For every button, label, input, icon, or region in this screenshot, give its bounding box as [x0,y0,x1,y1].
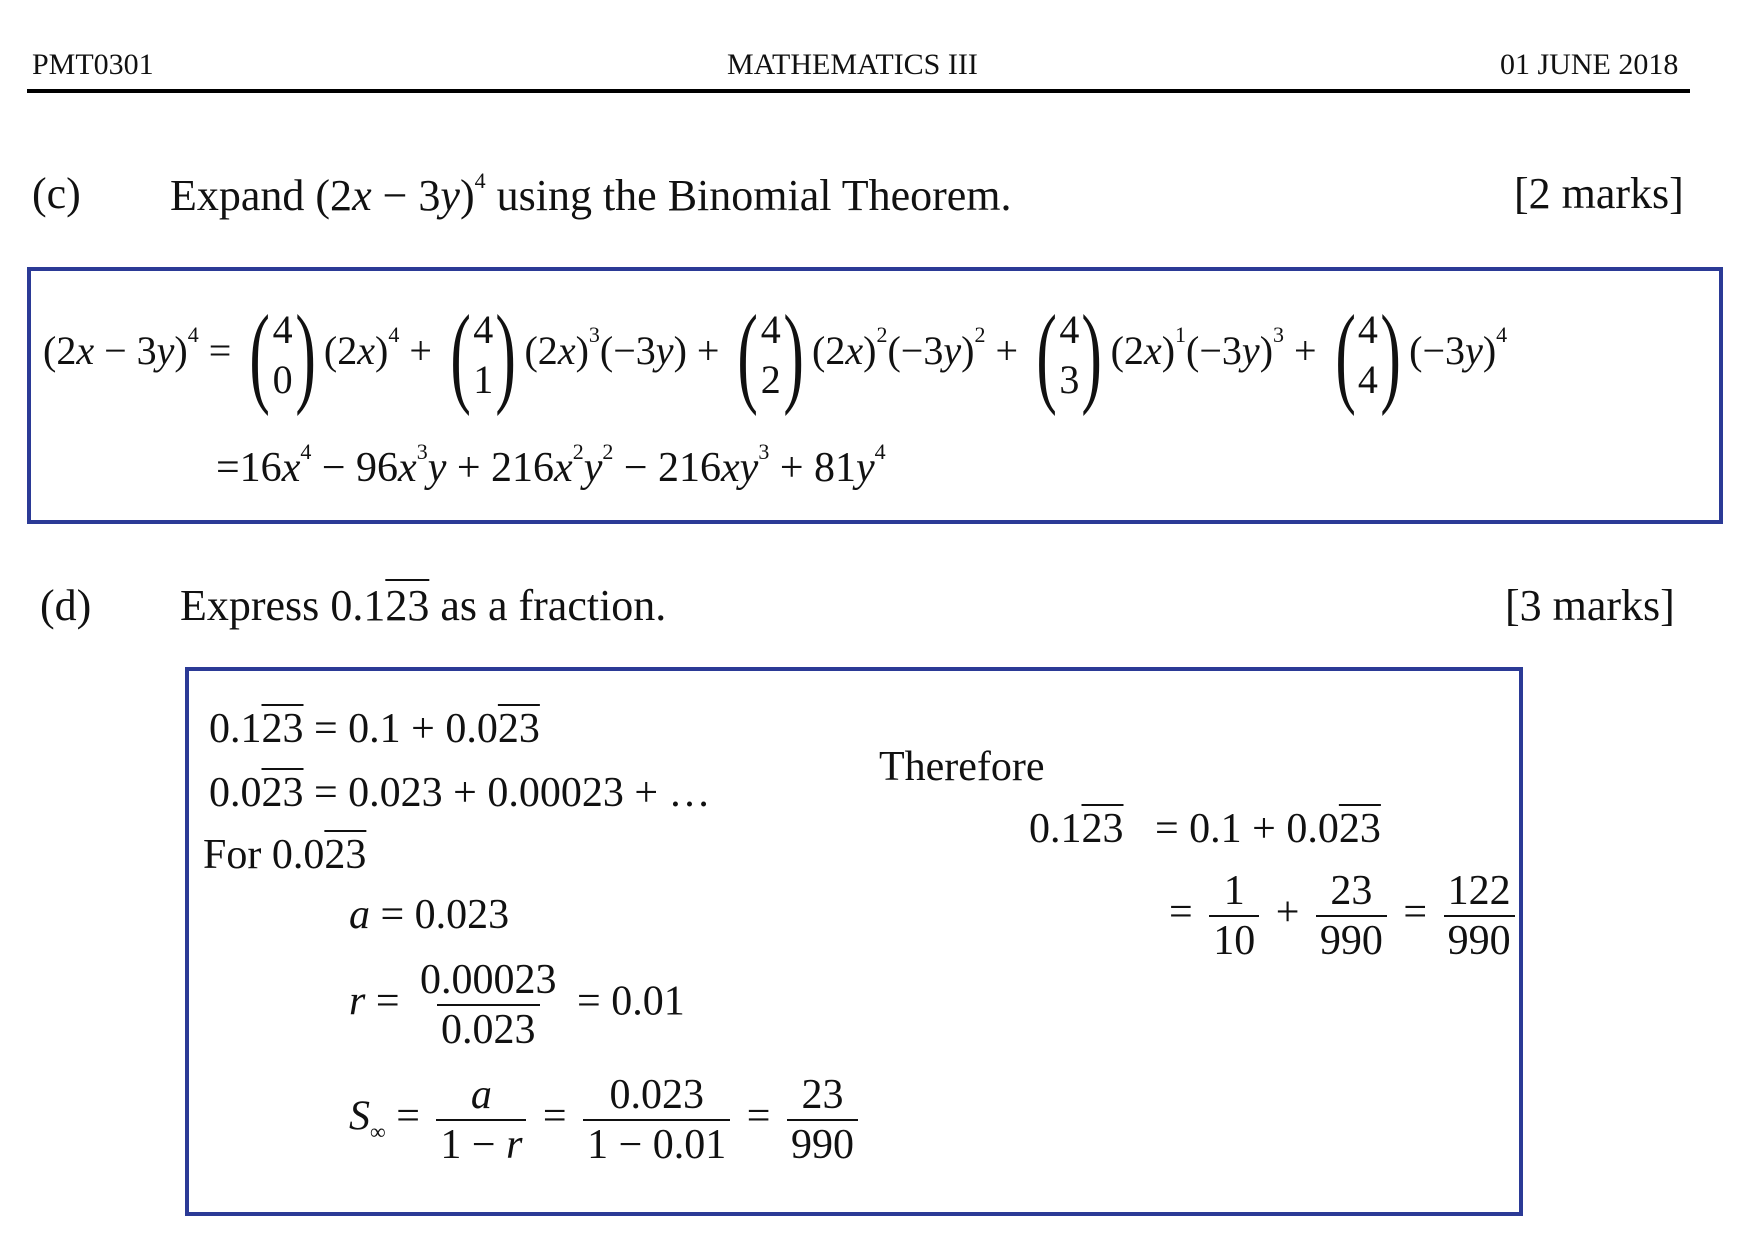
part-c-question-pre: Expand [170,171,305,220]
part-d-marks: [3 marks] [1505,581,1675,630]
part-d-question-pre: Express [180,581,320,630]
exam-date: 01 JUNE 2018 [1500,48,1679,81]
therefore-label: Therefore [879,744,1045,790]
part-c-label: (c) [32,169,81,218]
part-d-label: (d) [40,581,92,630]
subject-title: MATHEMATICS III [727,48,978,81]
final-fraction-result: $\frac{122}{990}$ [1444,867,1515,965]
part-d-question-post: as a fraction. [440,581,667,630]
binomial-expansion: $(2x - 3y)^4$ = ( 4 0 ) $(2x)^4$ + ( 4 1 ) $(2x)^3(-3y)$ + ( 4 2 ) $(2x)^2(-3y)^2$ + ( 4 3 ) $(2x)^1(-3y)^3$ + ( 4 4 ) $(-3y)^4$ [43,293,1508,417]
r-fraction: $\frac{0.00023}{0.023}$ [420,957,557,1053]
header-rule [27,89,1690,93]
binom-4-1: ( 4 1 ) [450,293,517,417]
binom-4-3: ( 4 3 ) [1036,293,1103,417]
part-c-marks: [2 marks] [1514,169,1684,218]
part-d-question [180,580,666,631]
part-c-question-post: using the Binomial Theorem. [496,171,1012,220]
part-c-question [170,168,1012,221]
step-series: 0.023 = 0.023 + 0.00023 + … [209,770,711,816]
sum-result-fraction: $\frac{23}{990}$ [787,1071,858,1169]
step-sum: $S_\infty$ = $\frac{a}{1 - r}$ = $\frac{0.023}{1 - 0.01}$ = $\frac{23}{990}$ [349,1071,864,1169]
final-step-1: 0.123 = 0.1 + 0.023 [1029,806,1381,852]
part-c-expression: $(2x - 3y)^4$ [315,168,486,220]
step-split: 0.123 = 0.1 + 0.023 [209,706,540,752]
course-code: PMT0301 [32,48,154,81]
part-d-number: 0.123 [330,581,430,630]
step-a: a = 0.023 [349,892,510,938]
final-step-2: = $\frac{1}{10}$ + $\frac{23}{990}$ = $\frac{122}{990}$ [1169,867,1521,965]
step-for: For 0.023 [203,832,367,878]
expansion-result: $=16x^4 - 96x^3y + 216x^2y^2 - 216xy^3 + 81y^4$ [216,439,886,491]
binom-4-4: ( 4 4 ) [1334,293,1401,417]
binom-4-2: ( 4 2 ) [737,293,804,417]
for-label: For [203,832,262,878]
sum-formula-fraction: $\frac{a}{1 - r}$ [436,1071,526,1169]
step-r: r = $\frac{0.00023}{0.023}$ = 0.01 [349,957,685,1053]
final-fraction-1: $\frac{1}{10}$ [1209,867,1259,965]
part-d-answer-box [185,667,1523,1216]
final-fraction-2: $\frac{23}{990}$ [1316,867,1387,965]
sum-substituted-fraction: $\frac{0.023}{1 - 0.01}$ [583,1071,730,1169]
part-c-answer-box [27,267,1723,524]
binom-4-0: ( 4 0 ) [249,293,316,417]
